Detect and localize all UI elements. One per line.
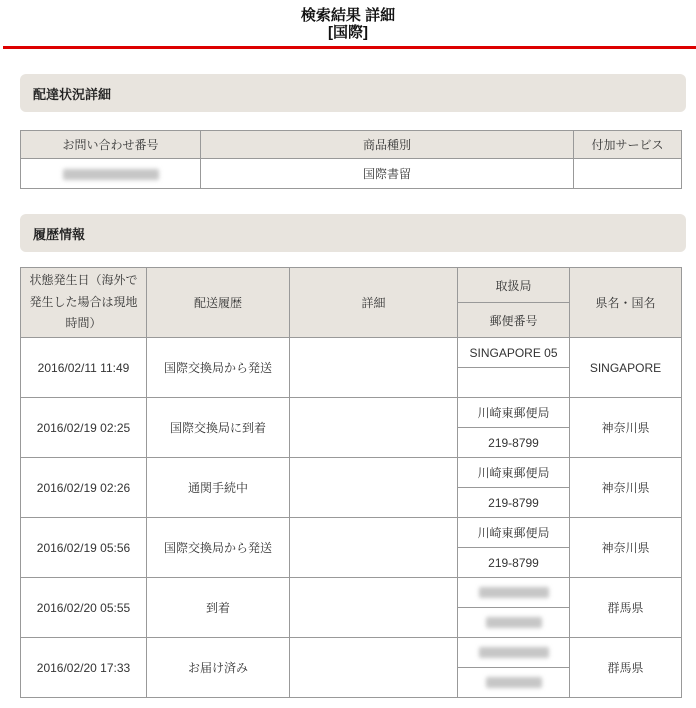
page-title-line2: [国際] [328, 24, 368, 41]
history-postal-cell: 219-8799 [488, 555, 539, 570]
history-postal-cell [458, 368, 569, 397]
history-prefecture-cell: 神奈川県 [570, 458, 682, 518]
history-postal-redacted [486, 617, 542, 628]
history-prefecture-cell: 群馬県 [570, 638, 682, 698]
history-postal-cell: 219-8799 [488, 495, 539, 510]
summary-header-row [21, 131, 682, 159]
section-heading-history [20, 214, 686, 252]
history-status-cell: 通関手続中 [147, 458, 290, 518]
history-postal-cell [458, 608, 569, 637]
history-row [21, 338, 682, 398]
summary-header-additional-service: 付加サービス [574, 131, 682, 159]
additional-service-cell [574, 159, 682, 189]
red-divider [3, 46, 696, 49]
history-prefecture-cell: 群馬県 [570, 578, 682, 638]
history-office-postal-cell [458, 338, 570, 398]
history-office-postal-cell [458, 638, 570, 698]
history-header-prefecture: 県名・国名 [570, 268, 682, 338]
history-header-postal: 郵便番号 [489, 313, 538, 328]
history-detail-cell [290, 518, 458, 578]
history-table [20, 267, 682, 698]
history-header-office: 取扱局 [458, 268, 569, 303]
history-header-office-postal [458, 268, 570, 338]
history-date-cell: 2016/02/20 17:33 [21, 638, 147, 698]
history-header-detail: 詳細 [290, 268, 458, 338]
summary-header-item-type: 商品種別 [201, 131, 574, 159]
history-date-cell: 2016/02/20 05:55 [21, 578, 147, 638]
summary-data-row [21, 159, 682, 189]
page-title [0, 0, 696, 41]
history-office-redacted [479, 587, 549, 598]
summary-header-tracking-number: お問い合わせ番号 [21, 131, 201, 159]
history-detail-cell [290, 638, 458, 698]
history-office-cell: 川崎東郵便局 [458, 398, 569, 428]
history-row [21, 398, 682, 458]
item-type-cell: 国際書留 [201, 159, 574, 189]
main-content [20, 74, 686, 708]
history-date-cell: 2016/02/11 11:49 [21, 338, 147, 398]
history-status-cell: 国際交換局から発送 [147, 338, 290, 398]
history-office-postal-cell [458, 398, 570, 458]
history-status-cell: お届け済み [147, 638, 290, 698]
history-status-cell: 到着 [147, 578, 290, 638]
delivery-status-heading-label: 配達状況詳細 [33, 86, 112, 102]
history-office-cell [458, 578, 569, 608]
history-office-redacted [479, 647, 549, 658]
history-prefecture-cell: 神奈川県 [570, 518, 682, 578]
history-office-postal-cell [458, 458, 570, 518]
history-header-status: 配送履歴 [147, 268, 290, 338]
section-heading-delivery-status [20, 74, 686, 112]
history-heading-label: 履歴情報 [33, 226, 86, 242]
tracking-number-redacted [63, 169, 159, 180]
history-header-row [21, 268, 682, 338]
history-date-cell: 2016/02/19 05:56 [21, 518, 147, 578]
history-date-cell: 2016/02/19 02:25 [21, 398, 147, 458]
history-row [21, 578, 682, 638]
history-date-cell: 2016/02/19 02:26 [21, 458, 147, 518]
history-table-body [21, 338, 682, 698]
history-row [21, 518, 682, 578]
history-row [21, 638, 682, 698]
history-row [21, 458, 682, 518]
history-detail-cell [290, 338, 458, 398]
history-office-cell: 川崎東郵便局 [458, 518, 569, 548]
history-detail-cell [290, 398, 458, 458]
history-postal-redacted [486, 677, 542, 688]
history-prefecture-cell: 神奈川県 [570, 398, 682, 458]
summary-table [20, 130, 682, 189]
tracking-number-cell [21, 159, 201, 189]
history-prefecture-cell: SINGAPORE [570, 338, 682, 398]
history-postal-cell: 219-8799 [488, 435, 539, 450]
history-postal-cell [458, 668, 569, 697]
history-office-postal-cell [458, 578, 570, 638]
history-detail-cell [290, 578, 458, 638]
history-office-cell: SINGAPORE 05 [458, 338, 569, 368]
page-title-line1: 検索結果 詳細 [300, 7, 396, 24]
history-office-postal-cell [458, 518, 570, 578]
history-office-cell [458, 638, 569, 668]
history-status-cell: 国際交換局に到着 [147, 398, 290, 458]
history-status-cell: 国際交換局から発送 [147, 518, 290, 578]
history-office-cell: 川崎東郵便局 [458, 458, 569, 488]
history-detail-cell [290, 458, 458, 518]
history-header-date: 状態発生日（海外で発生した場合は現地時間） [21, 268, 147, 338]
